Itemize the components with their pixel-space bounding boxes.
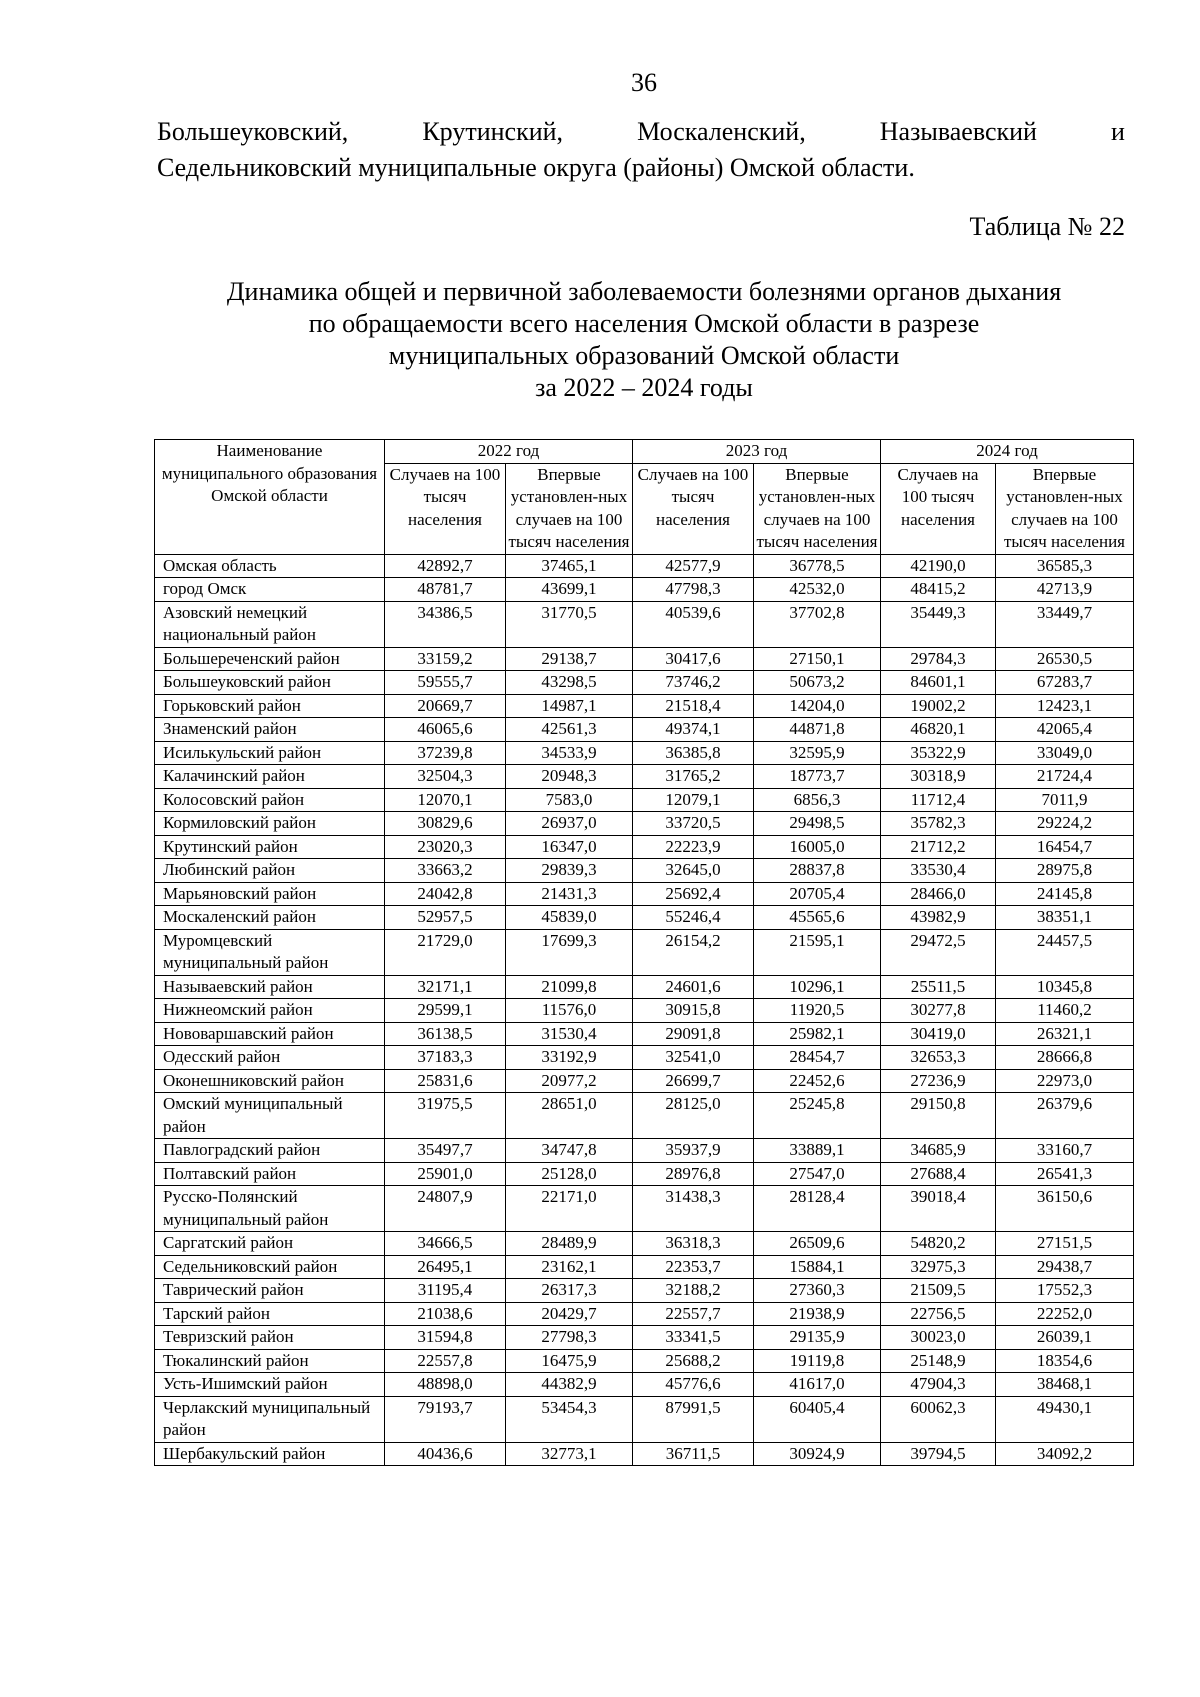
table-row	[155, 1442, 1134, 1466]
value-cell: 19119,8	[754, 1349, 881, 1373]
value-cell: 35937,9	[633, 1139, 754, 1163]
value-cell: 33530,4	[881, 859, 996, 883]
municipality-name: Нововаршавский район	[155, 1022, 385, 1046]
value-cell: 33341,5	[633, 1326, 754, 1350]
municipality-name: Исилькульский район	[155, 741, 385, 765]
value-cell: 32171,1	[385, 975, 506, 999]
value-cell: 55246,4	[633, 906, 754, 930]
value-cell: 26509,6	[754, 1232, 881, 1256]
value-cell: 29138,7	[506, 647, 633, 671]
value-cell: 28666,8	[996, 1046, 1134, 1070]
value-cell: 34092,2	[996, 1442, 1134, 1466]
value-cell: 40539,6	[633, 601, 754, 647]
value-cell: 31594,8	[385, 1326, 506, 1350]
first-cases-header: Впервые установлен-ных случаев на 100 тысяч населения	[996, 463, 1134, 554]
value-cell: 28976,8	[633, 1162, 754, 1186]
value-cell: 34747,8	[506, 1139, 633, 1163]
value-cell: 22452,6	[754, 1069, 881, 1093]
value-cell: 31438,3	[633, 1186, 754, 1232]
value-cell: 21038,6	[385, 1302, 506, 1326]
value-cell: 20429,7	[506, 1302, 633, 1326]
value-cell: 36150,6	[996, 1186, 1134, 1232]
value-cell: 28125,0	[633, 1093, 754, 1139]
value-cell: 37183,3	[385, 1046, 506, 1070]
value-cell: 26541,3	[996, 1162, 1134, 1186]
value-cell: 22353,7	[633, 1255, 754, 1279]
value-cell: 25148,9	[881, 1349, 996, 1373]
value-cell: 36778,5	[754, 554, 881, 578]
value-cell: 21518,4	[633, 694, 754, 718]
value-cell: 28975,8	[996, 859, 1134, 883]
municipality-name: Одесский район	[155, 1046, 385, 1070]
first-cases-header: Впервые установлен-ных случаев на 100 тысяч населения	[754, 463, 881, 554]
value-cell: 43982,9	[881, 906, 996, 930]
value-cell: 36318,3	[633, 1232, 754, 1256]
morbidity-table	[154, 439, 1134, 1466]
value-cell: 60062,3	[881, 1396, 996, 1442]
value-cell: 26321,1	[996, 1022, 1134, 1046]
municipality-name: Омская область	[155, 554, 385, 578]
value-cell: 29438,7	[996, 1255, 1134, 1279]
municipality-name: Шербакульский район	[155, 1442, 385, 1466]
value-cell: 34386,5	[385, 601, 506, 647]
value-cell: 21724,4	[996, 765, 1134, 789]
value-cell: 28837,8	[754, 859, 881, 883]
value-cell: 37702,8	[754, 601, 881, 647]
municipality-name: Знаменский район	[155, 718, 385, 742]
value-cell: 42065,4	[996, 718, 1134, 742]
value-cell: 20705,4	[754, 882, 881, 906]
value-cell: 27547,0	[754, 1162, 881, 1186]
table-row	[155, 975, 1134, 999]
value-cell: 42561,3	[506, 718, 633, 742]
intro-word: Крутинский,	[422, 117, 564, 146]
value-cell: 12079,1	[633, 788, 754, 812]
value-cell: 35497,7	[385, 1139, 506, 1163]
table-row	[155, 554, 1134, 578]
intro-word: Большеуковский,	[157, 117, 349, 146]
value-cell: 24145,8	[996, 882, 1134, 906]
value-cell: 6856,3	[754, 788, 881, 812]
value-cell: 46820,1	[881, 718, 996, 742]
table-title-line: муниципальных образований Омской области	[388, 341, 900, 370]
municipality-name: Седельниковский район	[155, 1255, 385, 1279]
value-cell: 25245,8	[754, 1093, 881, 1139]
cases-header: Случаев на 100 тысяч населения	[633, 463, 754, 554]
value-cell: 38351,1	[996, 906, 1134, 930]
value-cell: 49430,1	[996, 1396, 1134, 1442]
value-cell: 21431,3	[506, 882, 633, 906]
value-cell: 24601,6	[633, 975, 754, 999]
value-cell: 33663,2	[385, 859, 506, 883]
value-cell: 21509,5	[881, 1279, 996, 1303]
value-cell: 33449,7	[996, 601, 1134, 647]
municipality-name: Называевский район	[155, 975, 385, 999]
value-cell: 29135,9	[754, 1326, 881, 1350]
municipality-name: Полтавский район	[155, 1162, 385, 1186]
value-cell: 28651,0	[506, 1093, 633, 1139]
value-cell: 22756,5	[881, 1302, 996, 1326]
value-cell: 42892,7	[385, 554, 506, 578]
municipality-name: Русско-Полянский муниципальный район	[155, 1186, 385, 1232]
value-cell: 67283,7	[996, 671, 1134, 695]
value-cell: 21729,0	[385, 929, 506, 975]
value-cell: 41617,0	[754, 1373, 881, 1397]
value-cell: 16454,7	[996, 835, 1134, 859]
value-cell: 26530,5	[996, 647, 1134, 671]
value-cell: 29599,1	[385, 999, 506, 1023]
table-row	[155, 1046, 1134, 1070]
value-cell: 35782,3	[881, 812, 996, 836]
value-cell: 48898,0	[385, 1373, 506, 1397]
municipality-name: Черлакский муниципальный район	[155, 1396, 385, 1442]
value-cell: 30419,0	[881, 1022, 996, 1046]
table-row	[155, 1302, 1134, 1326]
value-cell: 7011,9	[996, 788, 1134, 812]
value-cell: 42577,9	[633, 554, 754, 578]
value-cell: 47798,3	[633, 578, 754, 602]
value-cell: 22223,9	[633, 835, 754, 859]
value-cell: 31770,5	[506, 601, 633, 647]
municipality-name: Павлоградский район	[155, 1139, 385, 1163]
municipality-name: Москаленский район	[155, 906, 385, 930]
table-row	[155, 578, 1134, 602]
table-row	[155, 1162, 1134, 1186]
cases-header: Случаев на 100 тысяч населения	[881, 463, 996, 554]
value-cell: 16347,0	[506, 835, 633, 859]
value-cell: 39794,5	[881, 1442, 996, 1466]
table-row	[155, 1186, 1134, 1232]
value-cell: 27798,3	[506, 1326, 633, 1350]
value-cell: 39018,4	[881, 1186, 996, 1232]
value-cell: 28489,9	[506, 1232, 633, 1256]
value-cell: 25688,2	[633, 1349, 754, 1373]
table-row	[155, 694, 1134, 718]
value-cell: 60405,4	[754, 1396, 881, 1442]
value-cell: 42532,0	[754, 578, 881, 602]
table-row	[155, 859, 1134, 883]
value-cell: 29091,8	[633, 1022, 754, 1046]
value-cell: 47904,3	[881, 1373, 996, 1397]
value-cell: 18773,7	[754, 765, 881, 789]
value-cell: 27151,5	[996, 1232, 1134, 1256]
table-row	[155, 1069, 1134, 1093]
value-cell: 15884,1	[754, 1255, 881, 1279]
value-cell: 33192,9	[506, 1046, 633, 1070]
value-cell: 26154,2	[633, 929, 754, 975]
table-row	[155, 741, 1134, 765]
value-cell: 50673,2	[754, 671, 881, 695]
intro-line-2: Седельниковский муниципальные округа (районы) Омской области.	[157, 153, 915, 182]
value-cell: 27688,4	[881, 1162, 996, 1186]
value-cell: 25128,0	[506, 1162, 633, 1186]
table-row	[155, 1139, 1134, 1163]
municipality-name: Колосовский район	[155, 788, 385, 812]
value-cell: 25901,0	[385, 1162, 506, 1186]
value-cell: 30829,6	[385, 812, 506, 836]
table-row	[155, 999, 1134, 1023]
value-cell: 11460,2	[996, 999, 1134, 1023]
value-cell: 33159,2	[385, 647, 506, 671]
value-cell: 20948,3	[506, 765, 633, 789]
value-cell: 17699,3	[506, 929, 633, 975]
value-cell: 43699,1	[506, 578, 633, 602]
page-number: 36	[631, 68, 657, 97]
value-cell: 33889,1	[754, 1139, 881, 1163]
table-row	[155, 882, 1134, 906]
value-cell: 28466,0	[881, 882, 996, 906]
table-row	[155, 1373, 1134, 1397]
table-row	[155, 765, 1134, 789]
year-header-2022: 2022 год	[385, 440, 633, 464]
value-cell: 31975,5	[385, 1093, 506, 1139]
value-cell: 48781,7	[385, 578, 506, 602]
value-cell: 40436,6	[385, 1442, 506, 1466]
value-cell: 26699,7	[633, 1069, 754, 1093]
value-cell: 38468,1	[996, 1373, 1134, 1397]
municipality-name: Саргатский район	[155, 1232, 385, 1256]
value-cell: 29498,5	[754, 812, 881, 836]
value-cell: 59555,7	[385, 671, 506, 695]
value-cell: 12070,1	[385, 788, 506, 812]
table-row	[155, 1326, 1134, 1350]
value-cell: 35322,9	[881, 741, 996, 765]
table-row	[155, 1349, 1134, 1373]
value-cell: 46065,6	[385, 718, 506, 742]
value-cell: 32645,0	[633, 859, 754, 883]
value-cell: 32653,3	[881, 1046, 996, 1070]
value-cell: 53454,3	[506, 1396, 633, 1442]
value-cell: 31530,4	[506, 1022, 633, 1046]
value-cell: 21595,1	[754, 929, 881, 975]
value-cell: 32504,3	[385, 765, 506, 789]
table-row	[155, 929, 1134, 975]
municipality-name: Крутинский район	[155, 835, 385, 859]
value-cell: 22171,0	[506, 1186, 633, 1232]
first-cases-header: Впервые установлен-ных случаев на 100 тысяч населения	[506, 463, 633, 554]
name-column-header: Наименование муниципального образования Омской области	[155, 440, 385, 555]
municipality-name: Нижнеомский район	[155, 999, 385, 1023]
value-cell: 20977,2	[506, 1069, 633, 1093]
table-row	[155, 601, 1134, 647]
table-number-label: Таблица № 22	[969, 212, 1125, 241]
value-cell: 22252,0	[996, 1302, 1134, 1326]
table-row	[155, 835, 1134, 859]
municipality-name: Большереченский район	[155, 647, 385, 671]
intro-paragraph	[157, 114, 1125, 186]
value-cell: 22973,0	[996, 1069, 1134, 1093]
value-cell: 29224,2	[996, 812, 1134, 836]
value-cell: 14987,1	[506, 694, 633, 718]
value-cell: 34533,9	[506, 741, 633, 765]
municipality-name: Азовский немецкий национальный район	[155, 601, 385, 647]
table-row	[155, 1093, 1134, 1139]
value-cell: 22557,8	[385, 1349, 506, 1373]
value-cell: 49374,1	[633, 718, 754, 742]
municipality-name: Марьяновский район	[155, 882, 385, 906]
value-cell: 45839,0	[506, 906, 633, 930]
value-cell: 28128,4	[754, 1186, 881, 1232]
value-cell: 73746,2	[633, 671, 754, 695]
value-cell: 25692,4	[633, 882, 754, 906]
value-cell: 48415,2	[881, 578, 996, 602]
value-cell: 22557,7	[633, 1302, 754, 1326]
value-cell: 43298,5	[506, 671, 633, 695]
municipality-name: Оконешниковский район	[155, 1069, 385, 1093]
value-cell: 25831,6	[385, 1069, 506, 1093]
value-cell: 45776,6	[633, 1373, 754, 1397]
value-cell: 16475,9	[506, 1349, 633, 1373]
value-cell: 33160,7	[996, 1139, 1134, 1163]
municipality-name: Тарский район	[155, 1302, 385, 1326]
table-row	[155, 718, 1134, 742]
table-row	[155, 647, 1134, 671]
value-cell: 11576,0	[506, 999, 633, 1023]
value-cell: 29784,3	[881, 647, 996, 671]
value-cell: 25982,1	[754, 1022, 881, 1046]
value-cell: 23020,3	[385, 835, 506, 859]
table-title-line: за 2022 – 2024 годы	[535, 373, 753, 402]
value-cell: 34666,5	[385, 1232, 506, 1256]
value-cell: 11712,4	[881, 788, 996, 812]
value-cell: 27236,9	[881, 1069, 996, 1093]
table-title	[0, 276, 1200, 404]
value-cell: 30924,9	[754, 1442, 881, 1466]
value-cell: 37465,1	[506, 554, 633, 578]
intro-line-1	[157, 114, 1125, 150]
table-row	[155, 671, 1134, 695]
value-cell: 14204,0	[754, 694, 881, 718]
value-cell: 26039,1	[996, 1326, 1134, 1350]
value-cell: 21099,8	[506, 975, 633, 999]
value-cell: 12423,1	[996, 694, 1134, 718]
municipality-name: Любинский район	[155, 859, 385, 883]
year-header-2023: 2023 год	[633, 440, 881, 464]
value-cell: 21938,9	[754, 1302, 881, 1326]
value-cell: 24807,9	[385, 1186, 506, 1232]
cases-header: Случаев на 100 тысяч населения	[385, 463, 506, 554]
value-cell: 29472,5	[881, 929, 996, 975]
value-cell: 28454,7	[754, 1046, 881, 1070]
value-cell: 32975,3	[881, 1255, 996, 1279]
table-row	[155, 812, 1134, 836]
value-cell: 36711,5	[633, 1442, 754, 1466]
value-cell: 27150,1	[754, 647, 881, 671]
intro-word: Называевский	[879, 117, 1037, 146]
value-cell: 25511,5	[881, 975, 996, 999]
value-cell: 26379,6	[996, 1093, 1134, 1139]
value-cell: 31195,4	[385, 1279, 506, 1303]
value-cell: 29839,3	[506, 859, 633, 883]
municipality-name: город Омск	[155, 578, 385, 602]
value-cell: 18354,6	[996, 1349, 1134, 1373]
value-cell: 34685,9	[881, 1139, 996, 1163]
value-cell: 10296,1	[754, 975, 881, 999]
value-cell: 26495,1	[385, 1255, 506, 1279]
value-cell: 42190,0	[881, 554, 996, 578]
value-cell: 30277,8	[881, 999, 996, 1023]
value-cell: 36585,3	[996, 554, 1134, 578]
table-row	[155, 1396, 1134, 1442]
municipality-name: Тюкалинский район	[155, 1349, 385, 1373]
value-cell: 33720,5	[633, 812, 754, 836]
value-cell: 32541,0	[633, 1046, 754, 1070]
table-body	[155, 554, 1134, 1466]
table-row	[155, 788, 1134, 812]
value-cell: 79193,7	[385, 1396, 506, 1442]
municipality-name: Калачинский район	[155, 765, 385, 789]
municipality-name: Омский муниципальный район	[155, 1093, 385, 1139]
value-cell: 37239,8	[385, 741, 506, 765]
value-cell: 52957,5	[385, 906, 506, 930]
value-cell: 20669,7	[385, 694, 506, 718]
value-cell: 54820,2	[881, 1232, 996, 1256]
value-cell: 30318,9	[881, 765, 996, 789]
value-cell: 16005,0	[754, 835, 881, 859]
value-cell: 11920,5	[754, 999, 881, 1023]
value-cell: 24042,8	[385, 882, 506, 906]
value-cell: 32595,9	[754, 741, 881, 765]
value-cell: 32188,2	[633, 1279, 754, 1303]
value-cell: 36385,8	[633, 741, 754, 765]
value-cell: 27360,3	[754, 1279, 881, 1303]
value-cell: 21712,2	[881, 835, 996, 859]
value-cell: 84601,1	[881, 671, 996, 695]
value-cell: 31765,2	[633, 765, 754, 789]
intro-word: и	[1111, 117, 1125, 146]
value-cell: 42713,9	[996, 578, 1134, 602]
value-cell: 36138,5	[385, 1022, 506, 1046]
table-row	[155, 1279, 1134, 1303]
value-cell: 17552,3	[996, 1279, 1134, 1303]
value-cell: 29150,8	[881, 1093, 996, 1139]
municipality-name: Горьковский район	[155, 694, 385, 718]
table-row	[155, 906, 1134, 930]
value-cell: 44382,9	[506, 1373, 633, 1397]
value-cell: 10345,8	[996, 975, 1134, 999]
value-cell: 33049,0	[996, 741, 1134, 765]
value-cell: 30023,0	[881, 1326, 996, 1350]
intro-word: Москаленский,	[637, 117, 806, 146]
table-title-line: по обращаемости всего населения Омской области в разрезе	[308, 309, 980, 338]
value-cell: 23162,1	[506, 1255, 633, 1279]
value-cell: 44871,8	[754, 718, 881, 742]
value-cell: 19002,2	[881, 694, 996, 718]
municipality-name: Кормиловский район	[155, 812, 385, 836]
year-header-2024: 2024 год	[881, 440, 1134, 464]
value-cell: 30915,8	[633, 999, 754, 1023]
value-cell: 87991,5	[633, 1396, 754, 1442]
value-cell: 32773,1	[506, 1442, 633, 1466]
value-cell: 26317,3	[506, 1279, 633, 1303]
municipality-name: Тевризский район	[155, 1326, 385, 1350]
value-cell: 45565,6	[754, 906, 881, 930]
value-cell: 26937,0	[506, 812, 633, 836]
municipality-name: Муромцевский муниципальный район	[155, 929, 385, 975]
municipality-name: Таврический район	[155, 1279, 385, 1303]
value-cell: 30417,6	[633, 647, 754, 671]
table-row	[155, 1255, 1134, 1279]
table-row	[155, 1232, 1134, 1256]
value-cell: 7583,0	[506, 788, 633, 812]
value-cell: 24457,5	[996, 929, 1134, 975]
table-title-line: Динамика общей и первичной заболеваемости болезнями органов дыхания	[226, 277, 1062, 306]
table-row	[155, 1022, 1134, 1046]
municipality-name: Большеуковский район	[155, 671, 385, 695]
municipality-name: Усть-Ишимский район	[155, 1373, 385, 1397]
value-cell: 35449,3	[881, 601, 996, 647]
